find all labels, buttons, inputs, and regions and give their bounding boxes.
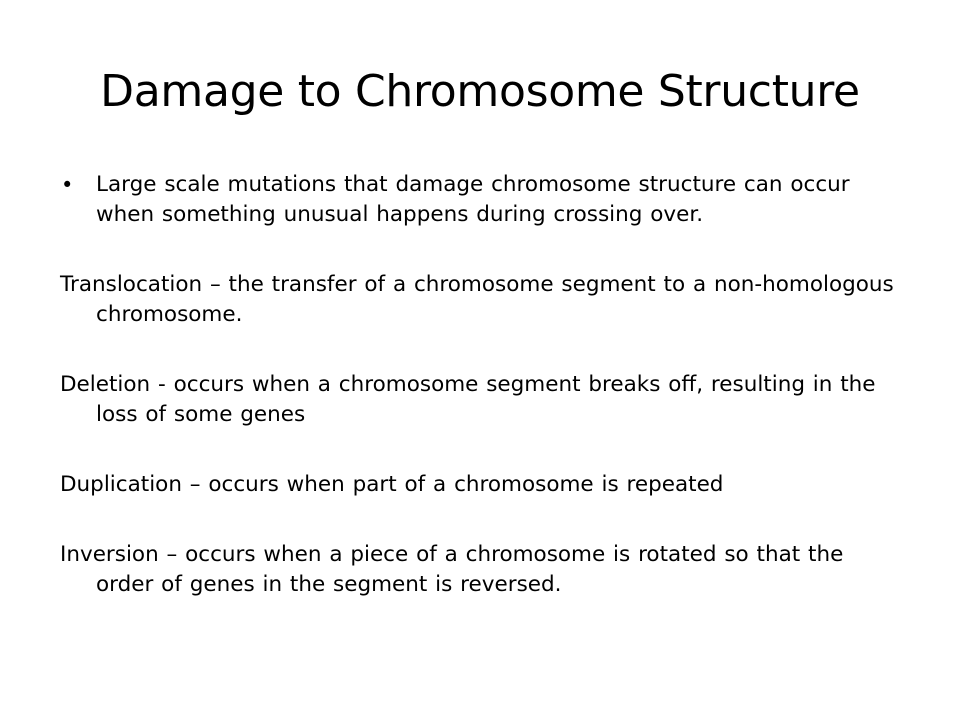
paragraph-duplication-text: Duplication – occurs when part of a chromosome is repeated	[60, 472, 724, 497]
paragraph-deletion	[60, 370, 900, 430]
paragraph-translocation	[60, 270, 900, 330]
slide-body	[60, 170, 900, 640]
paragraph-inversion-text: Inversion – occurs when a piece of a chromosome is rotated so that the order of genes in the segment is reversed.	[60, 542, 844, 597]
paragraph-intro	[60, 170, 900, 230]
paragraph-inversion	[60, 540, 900, 600]
paragraph-intro-text: Large scale mutations that damage chromosome structure can occur when something unusual happens during crossing over.	[96, 172, 850, 227]
bullet-icon: •	[61, 173, 74, 197]
paragraph-translocation-text: Translocation – the transfer of a chromosome segment to a non-homologous chromosome.	[60, 272, 894, 327]
slide-title: Damage to Chromosome Structure	[100, 66, 860, 117]
paragraph-duplication	[60, 470, 900, 500]
paragraph-deletion-text: Deletion - occurs when a chromosome segment breaks off, resulting in the loss of some genes	[60, 372, 876, 427]
